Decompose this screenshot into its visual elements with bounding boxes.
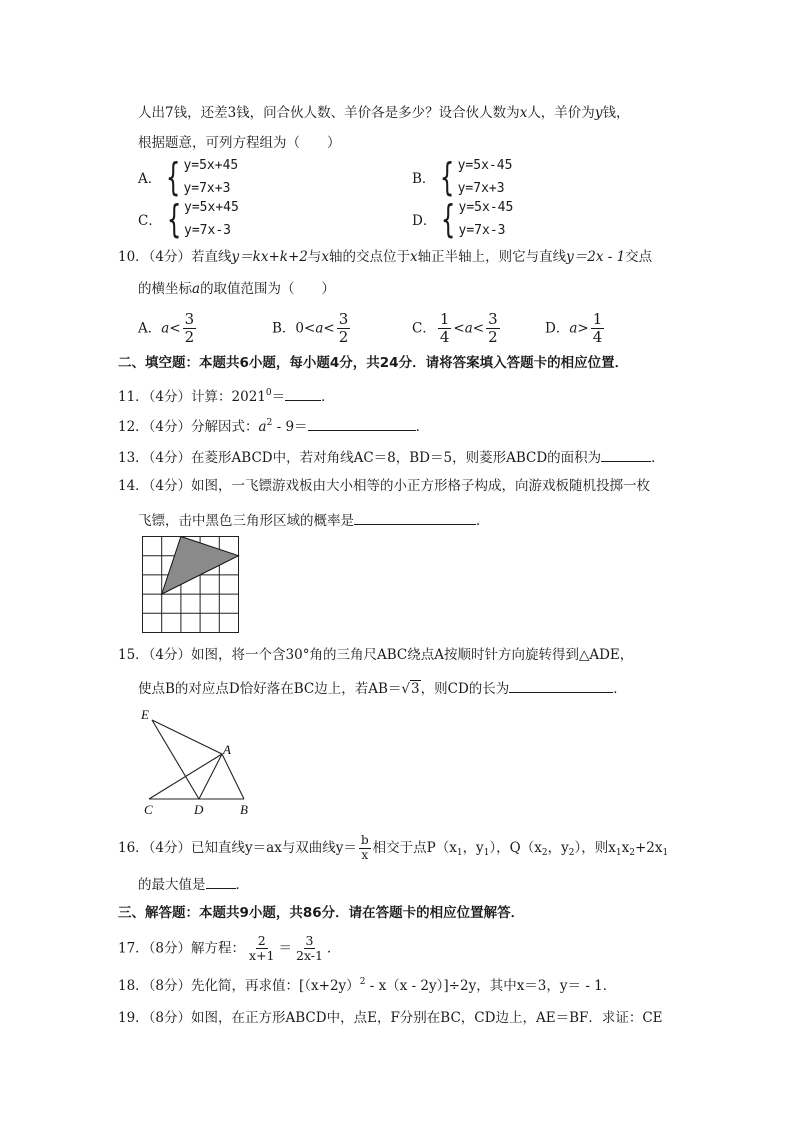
label-e: E xyxy=(141,707,149,722)
q15-line1: 15．（4分）如图，将一个含30°角的三角尺ABC绕点A按顺时针方向旋转得到△ADE， xyxy=(118,647,634,663)
q12-answer-blank xyxy=(308,418,416,431)
q9-option-d: D． { y=5x-45 y=7x-3 xyxy=(412,197,514,241)
q10-option-b: B．0<a< $\frac{3}{2}$ xyxy=(272,310,349,347)
q11-answer-blank xyxy=(285,388,321,401)
q9-option-c: C． { y=5x+45 y=7x-3 xyxy=(138,197,239,241)
q14-answer-blank xyxy=(354,512,476,525)
q9-line2: 根据题意，可列方程组为（ ） xyxy=(138,135,341,151)
q13-answer-blank xyxy=(601,449,651,462)
label-d: D xyxy=(194,802,204,817)
q17: 17．（8分）解方程： $\frac{2}{x+1}$ ＝ $\frac{3}{2x-1}$ ． xyxy=(118,933,341,964)
label-c: C xyxy=(144,802,153,817)
q9-line1: 人出7钱，还差3钱，问合伙人数、羊价各是多少？设合伙人数为x人，羊价为y钱， xyxy=(138,105,630,121)
q16-line1: 16．（4分）已知直线y＝ax与双曲线y＝ $\frac{b}{x}$ 相交于点$P(x_1$，$y_1$），$Q(x_2$，$y_2$），则$x_1x_2+2x_1$ xyxy=(118,833,669,862)
dartboard-grid-figure xyxy=(142,536,240,634)
q11: 11．（4分）计算：$2021^0=$ ． xyxy=(118,388,335,405)
q18: 18．（8分）先化简，再求值：$[(x+2y)^2 - x(x - 2y)]\div 2y$，其中x＝3，y＝ - 1． xyxy=(118,977,617,994)
q10-line1: 10．（4分）若直线y＝kx+k+2与x轴的交点位于x轴正半轴上，则它与直线y＝2x - 1交点 xyxy=(118,249,653,265)
q19: 19．（8分）如图，在正方形ABCD中，点E，F分别在BC，CD边上，AE＝BF．求证：CE xyxy=(118,1010,663,1026)
q10-option-d: D．a> $\frac{1}{4}$ xyxy=(545,310,603,347)
section-3-heading: 三、解答题：本题共9小题，共86分．请在答题卡的相应位置解答． xyxy=(118,905,525,921)
q10-line2: 的横坐标a的取值范围为（ ） xyxy=(138,281,336,297)
q10-option-c: C． $\frac{1}{4}$ <a< $\frac{3}{2}$ xyxy=(412,310,498,347)
q13: 13．（4分）在菱形ABCD中，若对角线AC＝8，BD＝5，则菱形ABCD的面积为 ． xyxy=(118,450,665,466)
label-b: B xyxy=(240,802,248,817)
rotated-triangle-figure xyxy=(138,706,258,818)
q14-line2: 飞镖，击中黑色三角形区域的概率是 ． xyxy=(138,513,490,529)
q16-line2: 的最大值是 ． xyxy=(138,877,249,893)
q12: 12．（4分）分解因式：$a^2 - 9=$ ． xyxy=(118,418,430,435)
q9-option-a: A． { y=5x+45 y=7x+3 xyxy=(138,155,239,199)
q15-line2: 使点B的对应点D恰好落在BC边上，若AB＝√3，则CD的长为 ． xyxy=(138,681,627,697)
label-a: A xyxy=(223,742,231,757)
q9-option-b: B． { y=5x-45 y=7x+3 xyxy=(412,155,513,199)
q10-option-a: A．a< $\frac{3}{2}$ xyxy=(138,310,195,347)
q14-line1: 14．（4分）如图，一飞镖游戏板由大小相等的小正方形格子构成，向游戏板随机投掷一枚 xyxy=(118,478,651,494)
q16-answer-blank xyxy=(206,876,236,889)
section-2-heading: 二、填空题：本题共6小题，每小题4分，共24分．请将答案填入答题卡的相应位置． xyxy=(118,355,629,371)
q15-answer-blank xyxy=(509,680,613,693)
